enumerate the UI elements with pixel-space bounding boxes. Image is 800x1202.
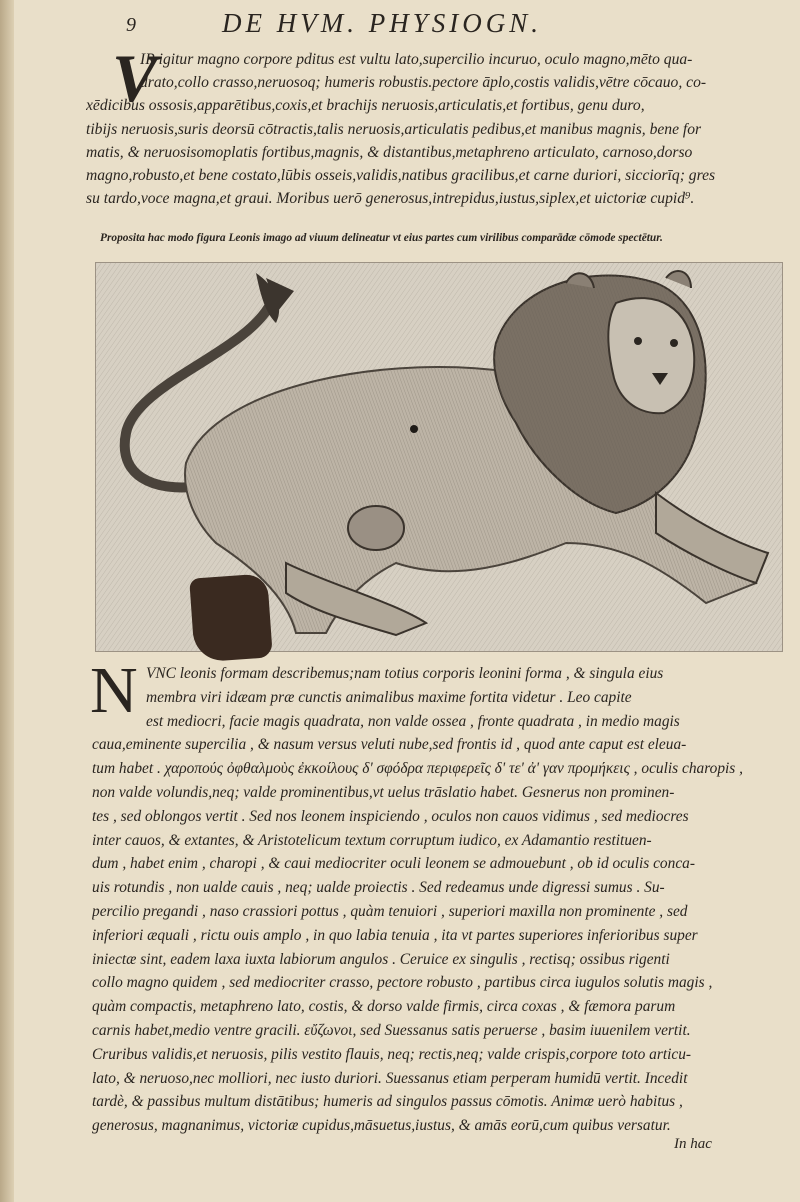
text-line: IR igitur magno corpore pditus est vultu lato,supercilio incuruo, oculo magno,mēto qua- bbox=[140, 51, 693, 68]
running-title: DE HVM. PHYSIOGN. bbox=[222, 8, 542, 38]
text-line: iniectæ sint, eadem laxa iuxta labiorum angulos . Ceruice ex singulis , rectisq; ossibus rigenti bbox=[92, 950, 670, 968]
text-line: dum , habet enim , charopi , & caui mediocriter oculi leonem se admouebunt , ob id oculis conca- bbox=[92, 855, 695, 873]
text-line: tibijs neruosis,suris deorsū cōtractis,talis neruosis,articulatis pedibus,et manibus magnis, bene for bbox=[86, 120, 702, 138]
lion-eye bbox=[670, 339, 678, 347]
figure-caption: Proposita hac modo figura Leonis imago ad viuum delineatur vt eius partes cum virilibus comparādæ cōmode spectētur. bbox=[100, 232, 663, 244]
text-line: lato, & neruoso,nec molliori, nec iusto duriori. Suessanus etiam perperam humidū vertit. Incedit bbox=[92, 1069, 688, 1087]
text-line: generosus, magnanimus, victoriæ cupidus,māsuetus,iustus, & amās eorū,cum quibus versatur. bbox=[92, 1117, 671, 1135]
page-header bbox=[0, 6, 800, 40]
text-line: matis, & neruosisomoplatis fortibus,magnis, & distantibus,metaphreno articulato, carnoso,dorso bbox=[86, 143, 693, 161]
text-line: inferiori æquali , rictu ouis amplo , in quo labia tenuia , ita vt partes superiores inferioribus super bbox=[92, 926, 698, 944]
text-line: tes , sed oblongos vertit . Sed nos leonem inspiciendo , oculos non cauos vidimus , sed mediocres bbox=[92, 807, 689, 825]
text-line: uis rotundis , non ualde cauis , neq; ualde proiectis . Sed redeamus unde digressi sumus . Su- bbox=[92, 879, 665, 897]
text-line: non valde volundis,neq; valde prominentibus,vt uelus trāslatio habet. Gesnerus non prominen- bbox=[92, 783, 675, 801]
text-line: magno,robusto,et bene costato,lūbis osseis,validis,natibus gracilibus,et carne duriori, sicciorīq; gres bbox=[86, 166, 716, 184]
text-line: inter cauos, & extantes, & Aristotelicum textum corruptum iudico, ex Adamantio restituen- bbox=[92, 831, 652, 849]
text-line: xēdicibus ossosis,apparētibus,coxis,et brachijs neruosis,articulatis,et fortibus, genu duro, bbox=[86, 97, 645, 115]
text-line: carnis habet,medio ventre gracili. εὔζωνοι, sed Suessanus satis peruerse , basim iuuenilem vertit. bbox=[92, 1021, 691, 1039]
text-line: tardè, & passibus multum distātibus; humeris ad singulos passus cōmotis. Animæ uerò habitus , bbox=[92, 1093, 683, 1111]
ink-spot bbox=[410, 425, 418, 433]
text-line: caua,eminente supercilia , & nasum versus veluti nube,sed frontis id , quod ante caput est eleua- bbox=[92, 736, 687, 754]
text-line: tum habet . χαροπούς ὀφθαλμοὺς ἐκκοίλους δ' σφόδρα περιφερεῖς δ' τε' ἀ' γαν προμήκεις , oculis charopis , bbox=[92, 760, 743, 778]
text-line: drato,collo crasso,neruosoq; humeris robustis.pectore āplo,costis validis,vētre cōcauo, co- bbox=[140, 74, 707, 92]
ink-stain bbox=[189, 573, 273, 662]
drop-cap-v: V bbox=[112, 40, 158, 116]
text-line: percilio pregandi , naso crassiori pottus , quàm tenuiori , superiori maxilla non prominente , sed bbox=[92, 902, 688, 920]
catchword: In hac bbox=[674, 1136, 712, 1152]
text-line: quàm compactis, metaphreno lato, costis, & dorso valde firmis, circa coxas , & fæmora parum bbox=[92, 998, 676, 1016]
text-line: Cruribus validis,et neruosis, pilis vestito flauis, neq; rectis,neq; valde crispis,corpore toto articu- bbox=[92, 1045, 692, 1063]
text-line: collo magno quidem , sed mediocriter crasso, pectore robusto , partibus circa iugulos solutis magis , bbox=[92, 974, 713, 992]
text-line: VNC leonis formam describemus;nam totius corporis leonini forma , & singula eius bbox=[146, 665, 664, 682]
page-number: 9 bbox=[126, 14, 136, 36]
intro-paragraph bbox=[86, 48, 764, 210]
text-line: su tardo,voce magna,et graui. Moribus uerō generosus,intrepidus,iustus,siplex,et uictoriæ cupid⁹. bbox=[86, 190, 695, 208]
lion-paw bbox=[348, 506, 404, 550]
text-line: membra viri idæam præ cunctis animalibus maxime fortita videtur . Leo capite bbox=[146, 688, 632, 706]
main-paragraph bbox=[90, 654, 768, 1138]
text-line: est mediocri, facie magis quadrata, non valde ossea , fronte quadrata , in medio magis bbox=[146, 712, 680, 730]
drop-cap-n: N bbox=[90, 654, 138, 727]
lion-eye bbox=[634, 337, 642, 345]
page-edge-shadow bbox=[0, 0, 14, 1202]
